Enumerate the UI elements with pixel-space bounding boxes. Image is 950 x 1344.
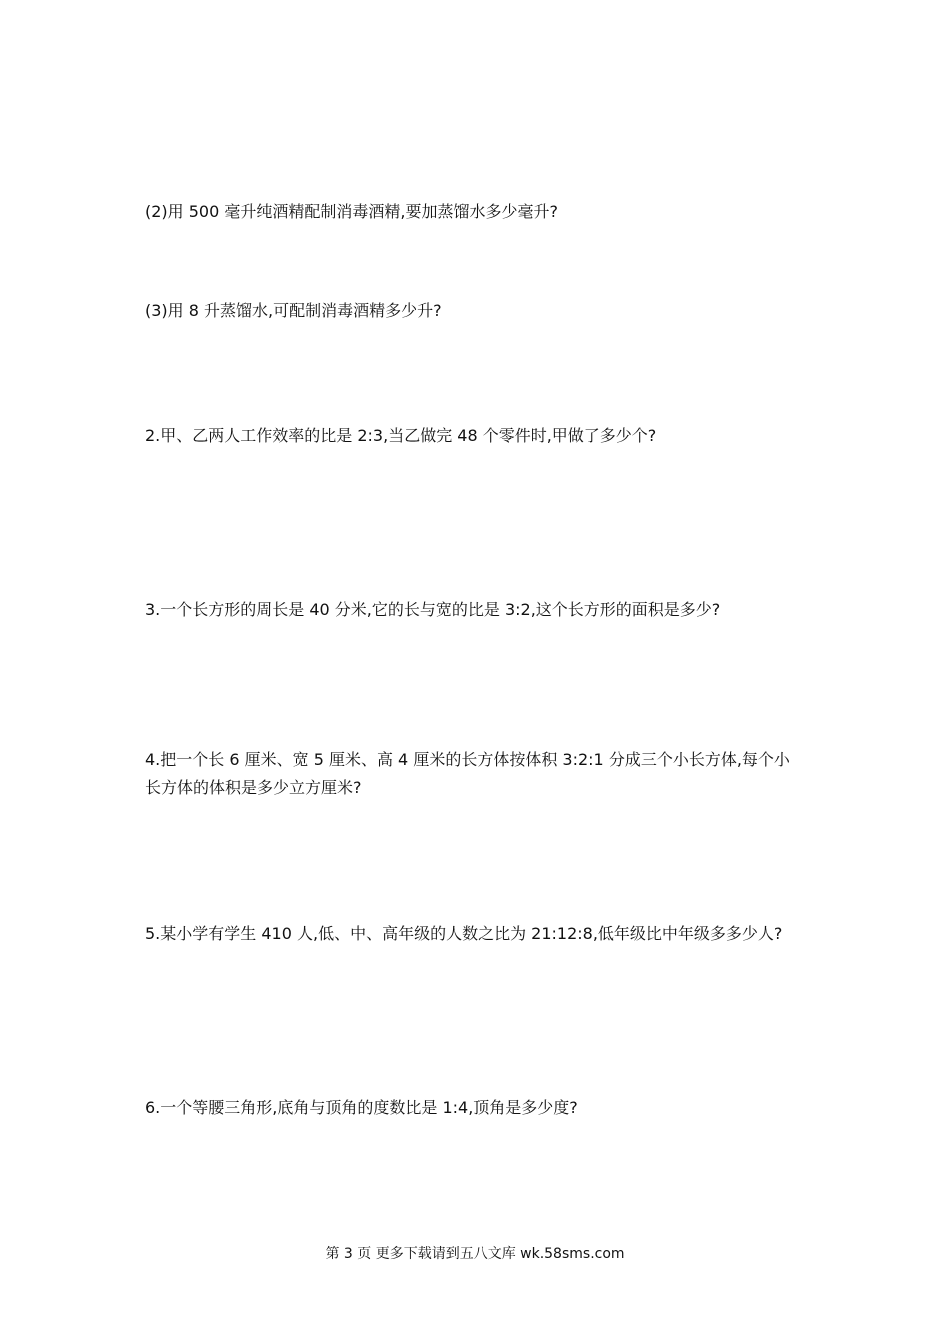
question-2 — [145, 422, 825, 450]
question-text: 3.一个长方形的周长是 40 分米,它的长与宽的比是 3:2,这个长方形的面积是多少? — [145, 600, 721, 619]
question-4 — [145, 746, 825, 802]
question-3 — [145, 596, 825, 624]
question-text: (2)用 500 毫升纯酒精配制消毒酒精,要加蒸馏水多少毫升? — [145, 202, 558, 221]
question-5 — [145, 920, 825, 948]
page-footer: 第 3 页 更多下载请到五八文库 wk.58sms.com — [325, 1246, 625, 1262]
question-text: 2.甲、乙两人工作效率的比是 2:3,当乙做完 48 个零件时,甲做了多少个? — [145, 426, 657, 445]
question-6 — [145, 1094, 825, 1122]
question-text: 5.某小学有学生 410 人,低、中、高年级的人数之比为 21:12:8,低年级比中年级多多少人? — [145, 924, 783, 943]
question-2-part-2 — [145, 198, 825, 226]
question-2-part-3 — [145, 297, 825, 325]
question-text-line-1: 4.把一个长 6 厘米、宽 5 厘米、高 4 厘米的长方体按体积 3:2:1 分成三个小长方体,每个小 — [145, 750, 790, 769]
question-text: 6.一个等腰三角形,底角与顶角的度数比是 1:4,顶角是多少度? — [145, 1098, 578, 1117]
question-text: (3)用 8 升蒸馏水,可配制消毒酒精多少升? — [145, 301, 442, 320]
question-text-line-2: 长方体的体积是多少立方厘米? — [145, 778, 362, 797]
